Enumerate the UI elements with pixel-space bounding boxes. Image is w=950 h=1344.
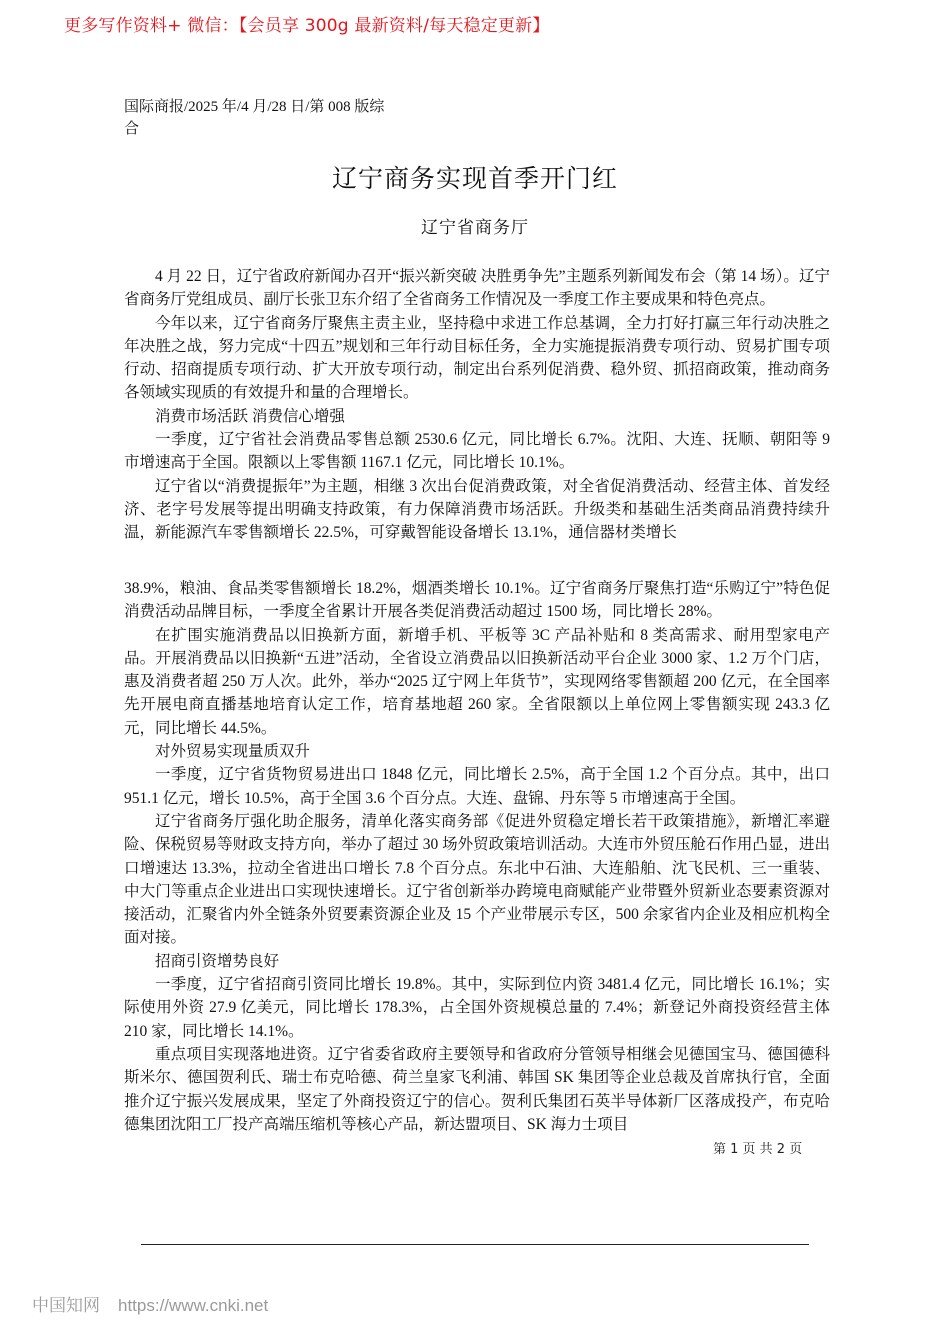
paragraph: 今年以来，辽宁省商务厅聚焦主责主业，坚持稳中求进工作总基调，全力打好打赢三年行动决胜之年决胜之战，努力完成“十四五”规划和三年行动目标任务，全力实施提振消费专项行动、贸易扩围专项行动、招商提质专项行动、扩大开放专项行动，制定出台系列促消费、稳外贸、抓招商政策，推动商务各领域实现质的有效提升和量的合理增长。 [124, 314, 830, 402]
paragraph: 在扩围实施消费品以旧换新方面，新增手机、平板等 3C 产品补贴和 8 类高需求、耐用型家电产品。开展消费品以旧换新“五进”活动，全省设立消费品以旧换新活动平台企业 3000 家、1.2 万个门店，惠及消费者超 250 万人次。此外，举办“2025 辽宁网上年货节”，实现网络零售额超 200 亿元，在全国率先开展电商直播基地培育认定工作，培育基地超 260 家。全省限额以上单位网上零售额实现 243.3 亿元，同比增长 44.5%。 [124, 626, 830, 737]
article-author: 辽宁省商务厅 [421, 218, 529, 238]
paragraph: 4 月 22 日，辽宁省政府新闻办召开“振兴新突破 决胜勇争先”主题系列新闻发布会（第 14 场）。辽宁省商务厅党组成员、副厅长张卫东介绍了全省商务工作情况及一季度工作主要成果和特色亮点。 [124, 268, 830, 309]
section-heading: 消费市场活跃 消费信心增强 [155, 407, 345, 425]
watermark-brand: 中国知网 [32, 1296, 100, 1316]
page-number: 第 1 页 共 2 页 [713, 1142, 803, 1157]
watermark [32, 1294, 268, 1318]
source-line: 国际商报/2025 年/4 月/28 日/第 008 版综合 [124, 99, 385, 137]
paragraph-continuation: 38.9%，粮油、食品类零售额增长 18.2%，烟酒类增长 10.1%。辽宁省商务厅聚焦打造“乐购辽宁”特色促消费活动品牌目标，一季度全省累计开展各类促消费活动超过 1500 场，同比增长 28%。 [124, 580, 830, 621]
watermark-url: https://www.cnki.net [118, 1296, 269, 1315]
paragraph: 一季度，辽宁省招商引资同比增长 19.8%。其中，实际到位内资 3481.4 亿元，同比增长 16.1%；实际使用外资 27.9 亿美元，同比增长 178.3%，占全国外资规模总量的 7.4%；新登记外商投资经营主体 210 家，同比增长 14.1%。 [124, 976, 830, 1040]
section-heading: 对外贸易实现量质双升 [155, 743, 311, 761]
paragraph: 一季度，辽宁省社会消费品零售总额 2530.6 亿元，同比增长 6.7%。沈阳、大连、抚顺、朝阳等 9 市增速高于全国。限额以上零售额 1167.1 亿元，同比增长 10.1%。 [124, 431, 830, 472]
article-body-part-1 [124, 265, 830, 545]
article-body-part-2 [124, 577, 830, 1136]
section-heading: 招商引资增势良好 [155, 952, 280, 970]
paragraph: 辽宁省商务厅强化助企服务，清单化落实商务部《促进外贸稳定增长若干政策措施》，新增汇率避险、保税贸易等财政支持方向，举办了超过 30 场外贸政策培训活动。大连市外贸压舱石作用凸显，进出口增速达 13.3%，拉动全省进出口增长 7.8 个百分点。东北中石油、大连船舶、沈飞民机、三一重装、中大门等重点企业进出口实现快速增长。辽宁省创新举办跨境电商赋能产业带暨外贸新业态要素资源对接活动，汇聚省内外全链条外贸要素资源企业及 15 个产业带展示专区，500 余家省内企业及相应机构全面对接。 [124, 812, 830, 947]
promo-banner: 更多写作资料+ 微信：【会员享 300g 最新资料/每天稳定更新】 [64, 16, 550, 36]
paragraph: 一季度，辽宁省货物贸易进出口 1848 亿元，同比增长 2.5%，高于全国 1.2 个百分点。其中，出口 951.1 亿元，增长 10.5%，高于全国 3.6 个百分点。大连、盘锦、丹东等 5 市增速高于全国。 [124, 766, 830, 807]
paragraph: 辽宁省以“消费提振年”为主题，相继 3 次出台促消费政策，对全省促消费活动、经营主体、首发经济、老字号发展等提出明确支持政策，有力保障消费市场活跃。升级类和基础生活类商品消费持续升温，新能源汽车零售额增长 22.5%，可穿戴智能设备增长 13.1%，通信器材类增长 [124, 477, 830, 542]
article-title: 辽宁商务实现首季开门红 [331, 164, 618, 193]
paragraph: 重点项目实现落地进资。辽宁省委省政府主要领导和省政府分管领导相继会见德国宝马、德国德科斯米尔、德国贺利氏、瑞士布克哈德、荷兰皇家飞利浦、韩国 SK 集团等企业总裁及首席执行官，全面推介辽宁振兴发展成果，坚定了外商投资辽宁的信心。贺利氏集团石英半导体新厂区落成投产，布克哈德集团沈阳工厂投产高端压缩机等核心产品，新达盟项目、SK 海力士项目 [124, 1045, 830, 1133]
footer-divider [141, 1244, 809, 1245]
